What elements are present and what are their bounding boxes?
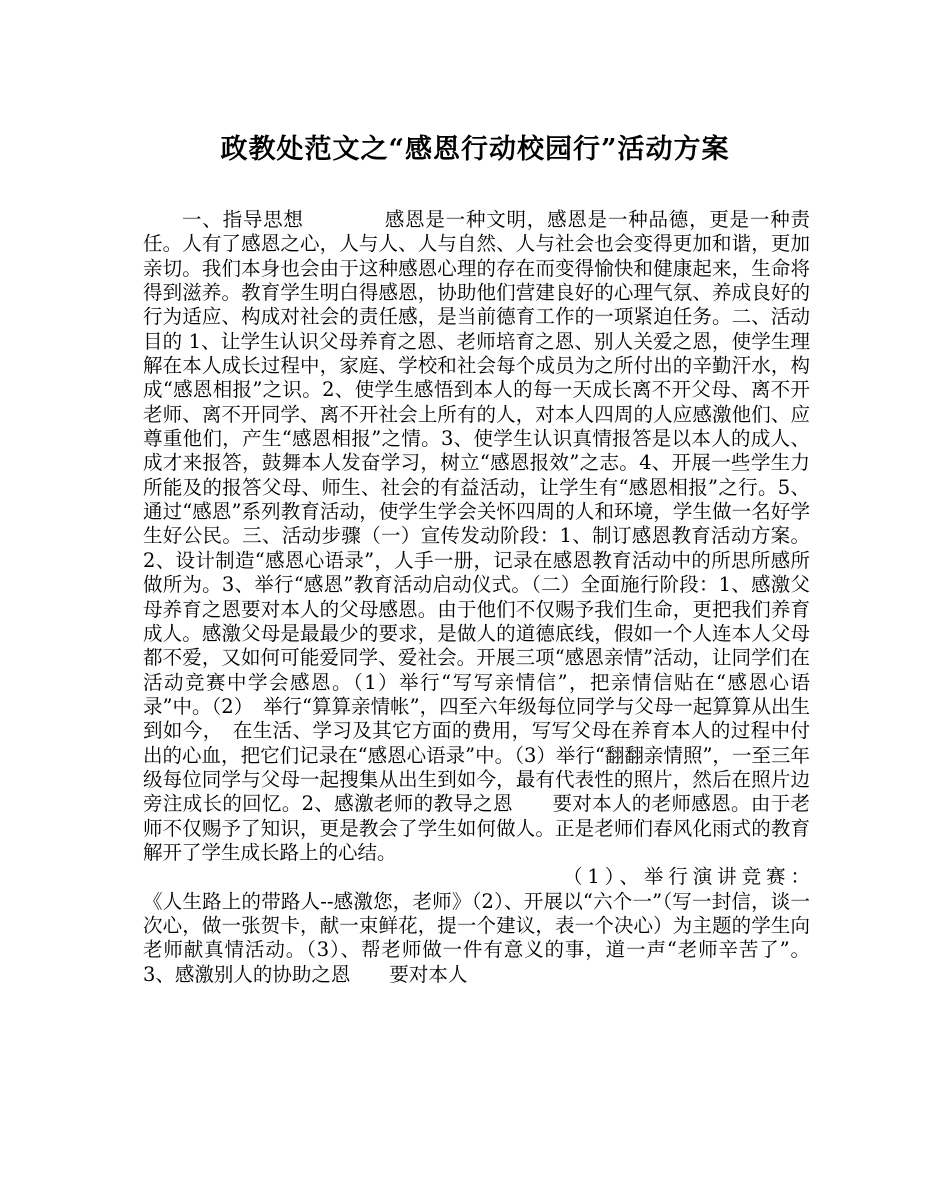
- document-body: [143, 208, 810, 987]
- body-paragraph-1: 一、指导思想 感恩是一种文明，感恩是一种品德，更是一种责任。人有了感恩之心，人与人、人与自然、人与社会也会变得更加和谐，更加亲切。我们本身也会由于这种感恩心理的存在而变得愉快和健康起来，生命将得到滋养。教育学生明白得感恩，协助他们营建良好的心理气氛、养成良好的行为适应、构成对社会的责任感，是当前德育工作的一项紧迫任务。二、活动目的 1、让学生认识父母养育之恩、老师培育之恩、别人关爱之恩，使学生理解在本人成长过程中，家庭、学校和社会每个成员为之所付出的辛勤汗水，构成“感恩相报”之识。2、使学生感悟到本人的每一天成长离不开父母、离不开老师、离不开同学、离不开社会上所有的人，对本人四周的人应感激他们、应尊重他们，产生“感恩相报”之情。3、使学生认识真情报答是以本人的成人、成才来报答，鼓舞本人发奋学习，树立“感恩报效”之志。4、开展一些学生力所能及的报答父母、师生、社会的有益活动，让学生有“感恩相报”之行。5、通过“感恩”系列教育活动，使学生学会关怀四周的人和环境，学生做一名好学生好公民。三、活动步骤（一）宣传发动阶段：1、制订感恩教育活动方案。2、设计制造“感恩心语录”，人手一册，记录在感恩教育活动中的所思所感所做所为。3、举行“感恩”教育活动启动仪式。（二）全面施行阶段：1、感激父母养育之恩要对本人的父母感恩。由于他们不仅赐予我们生命，更把我们养育成人。感激父母是最最少的要求，是做人的道德底线，假如一个人连本人父母都不爱，又如何可能爱同学、爱社会。开展三项“感恩亲情”活动，让同学们在活动竞赛中学会感恩。（1）举行“写写亲情信”，把亲情信贴在“感恩心语录”中。（2） 举行“算算亲情帐”，四至六年级每位同学与父母一起算算从出生到如今， 在生活、学习及其它方面的费用，写写父母在养育本人的过程中付出的心血，把它们记录在“感恩心语录”中。（3）举行“翻翻亲情照”，一至三年级每位同学与父母一起搜集从出生到如今，最有代表性的照片，然后在照片边旁注成长的回忆。2、感激老师的教导之恩 要对本人的老师感恩。由于老师不仅赐予了知识，更是教会了学生如何做人。正是老师们春风化雨式的教育解开了学生成长路上的心结。: [143, 208, 810, 864]
- document-title: 政教处范文之“感恩行动校园行”活动方案: [220, 134, 730, 165]
- body-paragraph-3: 《人生路上的带路人--感激您，老师》（2）、开展以“六个一”（写一封信，谈一次心，做一张贺卡，献一束鲜花，提一个建议，表一个决心）为主题的学生向老师献真情活动。（3）、帮老师做一件有意义的事，道一声“老师辛苦了”。3、感激别人的协助之恩 要对本人: [143, 889, 810, 986]
- body-paragraph-2: （1）、举行演讲竞赛：: [563, 865, 810, 889]
